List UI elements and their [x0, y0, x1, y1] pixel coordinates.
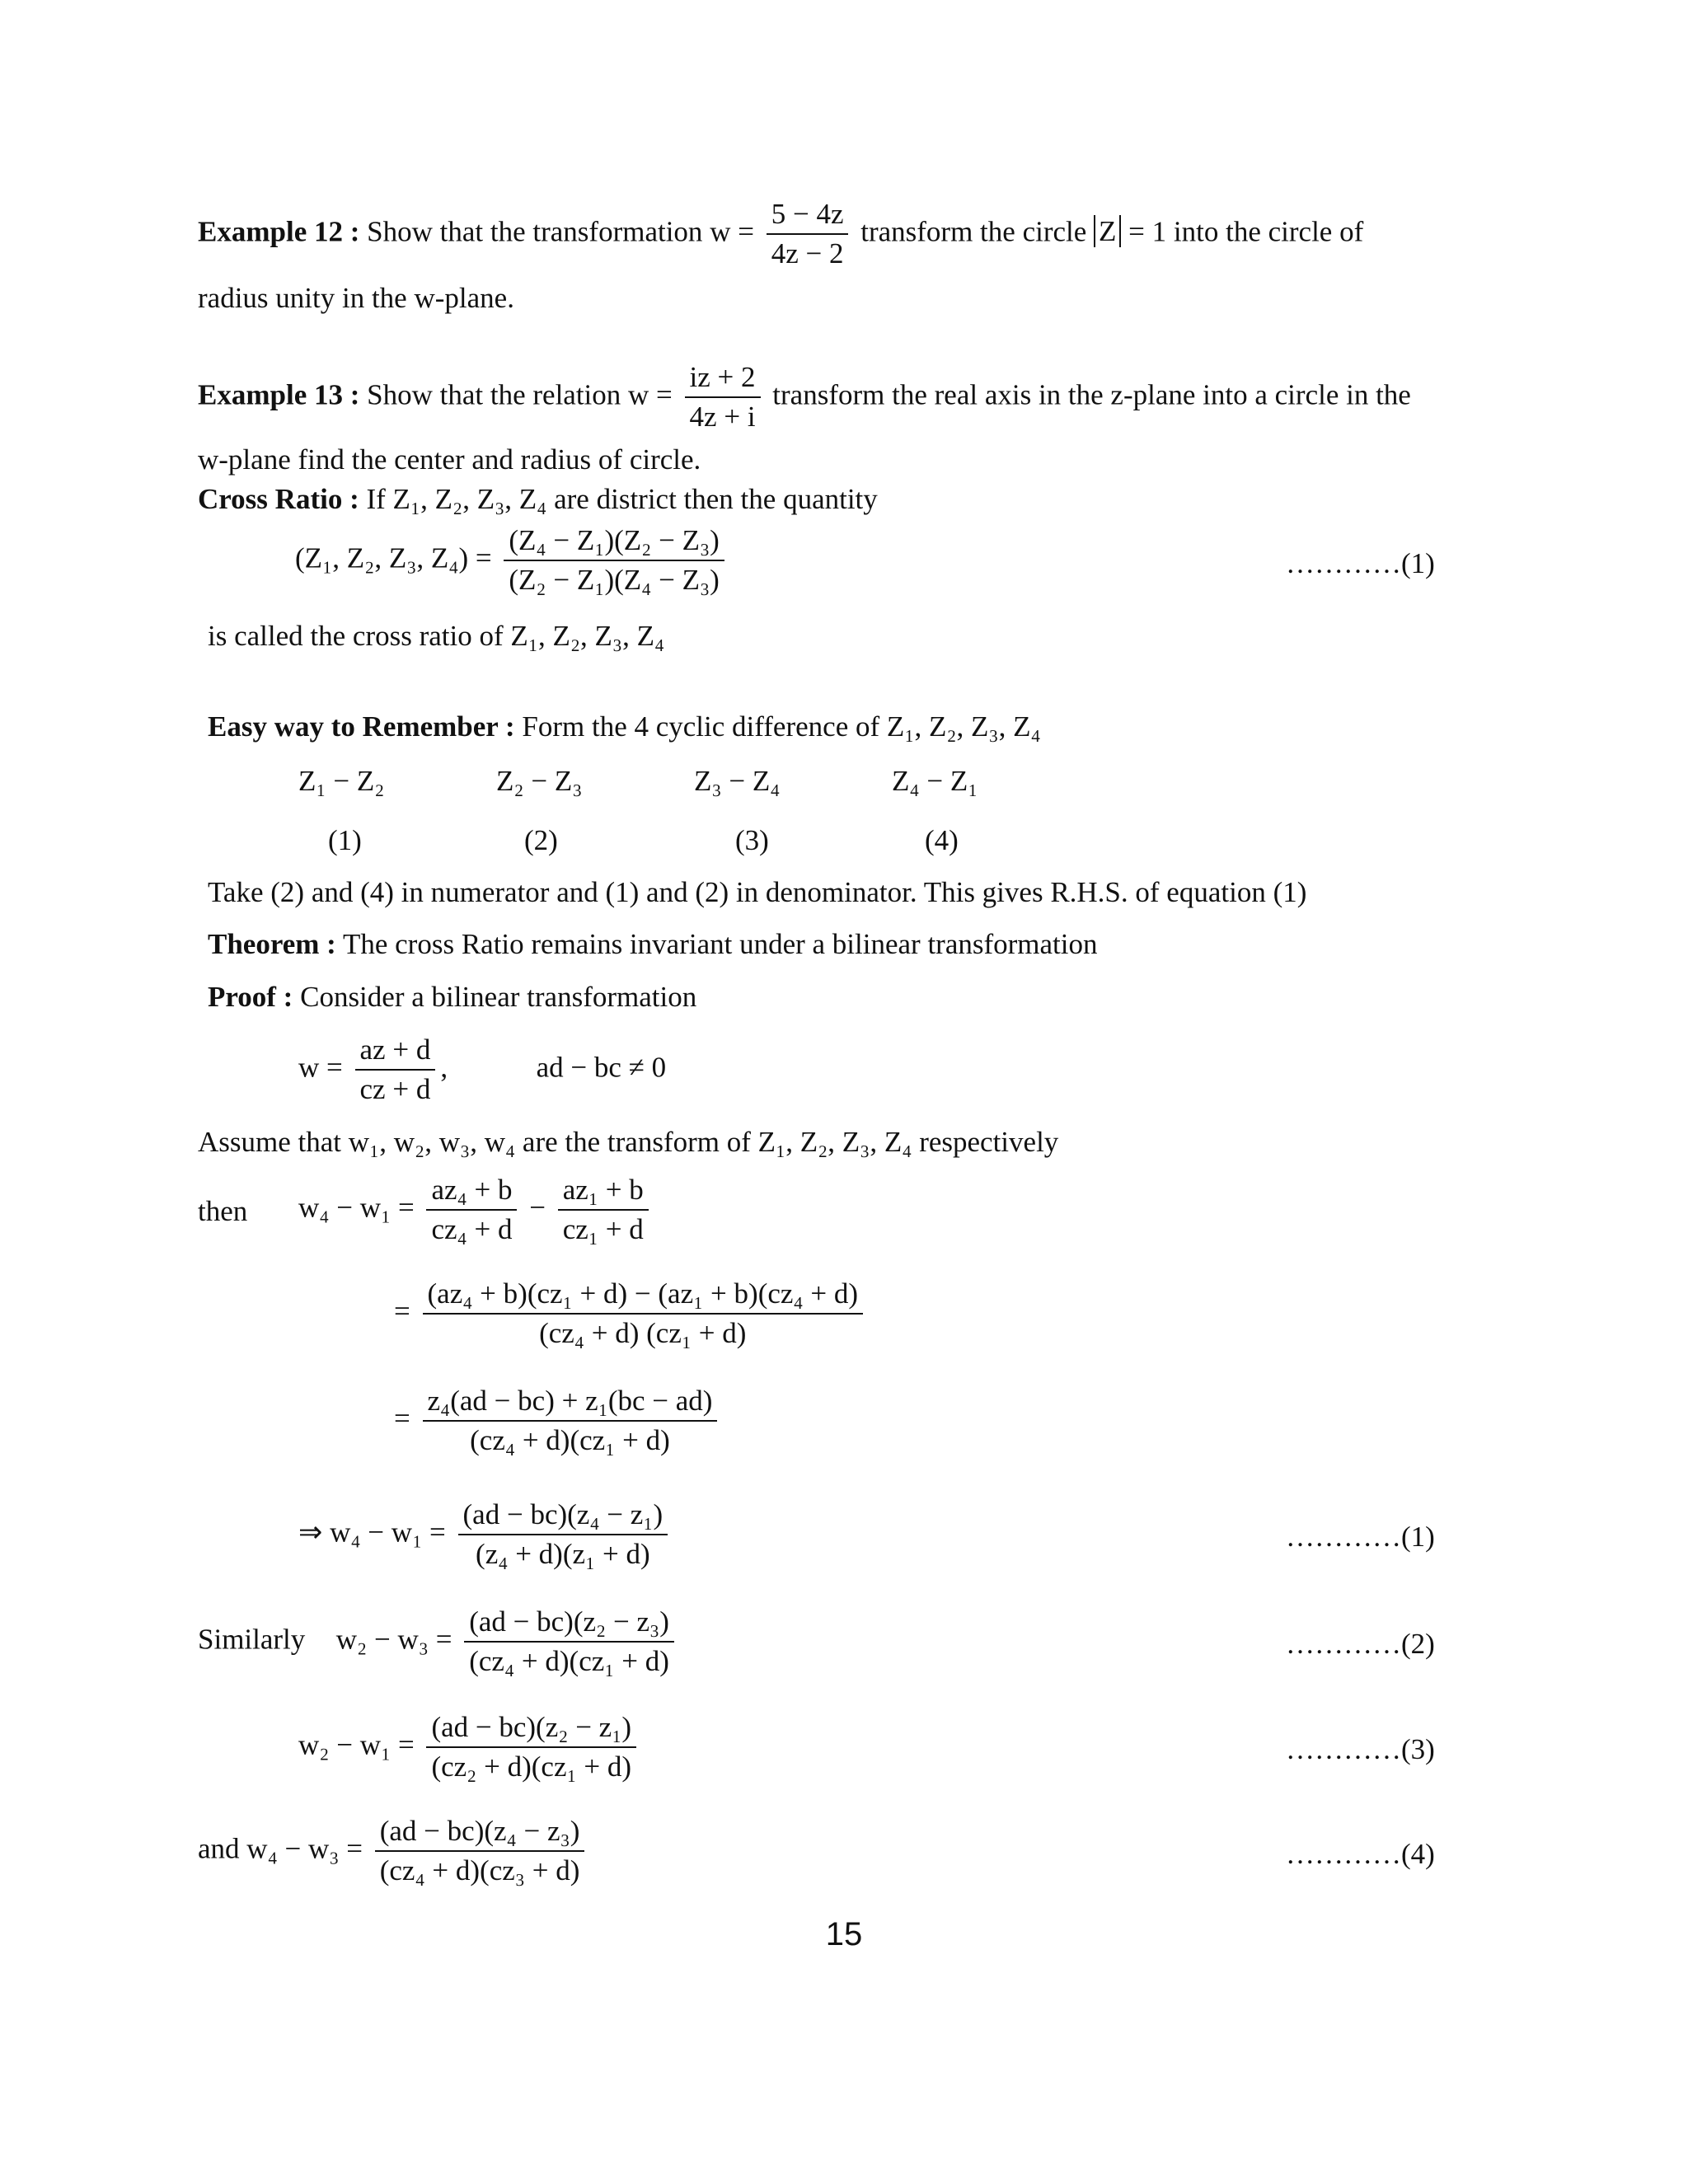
proof-assume: Assume that w₁, w₂, w₃, w₄ are the transform of Z₁, Z₂, Z₃, Z₄ respectively	[198, 1126, 1059, 1158]
bilinear-formula	[298, 1033, 666, 1107]
example13-w-eq: w =	[628, 378, 673, 411]
result-2-numerator: (ad − bc)(z₂ − z₃)	[464, 1605, 674, 1643]
bilinear-numerator: az + d	[355, 1033, 436, 1071]
easy-way-label: Easy way to Remember :	[208, 710, 515, 743]
cross-ratio-formula	[295, 524, 729, 598]
theorem-text: The cross Ratio remains invariant under a bilinear transformation	[342, 928, 1098, 960]
example13-text-b: transform the real axis in the z-plane into a circle in the	[772, 378, 1411, 411]
result-4	[198, 1815, 589, 1888]
derivation-step1	[298, 1174, 654, 1247]
result-1-eqno: …………(1)	[1286, 1521, 1435, 1553]
example13-line1	[198, 361, 1411, 434]
example13-text-a: Show that the relation	[367, 378, 621, 411]
proof-line	[208, 981, 696, 1014]
example12-line1	[198, 198, 1363, 271]
step2-fraction	[423, 1277, 864, 1351]
bilinear-condition: ad − bc ≠ 0	[536, 1051, 667, 1084]
result-4-numerator: (ad − bc)(z₄ − z₃)	[375, 1815, 585, 1852]
theorem-line	[208, 928, 1098, 961]
cross-ratio-eqno: …………(1)	[1286, 547, 1435, 579]
result-3-denominator: (cz₂ + d)(cz₁ + d)	[431, 1750, 632, 1783]
derivation-step3	[394, 1385, 722, 1458]
result-1-denominator: (z₄ + d)(z₁ + d)	[476, 1538, 650, 1571]
example13-line2: w-plane find the center and radius of circle.	[198, 443, 701, 476]
result-3	[298, 1711, 641, 1784]
cyclic-diff-1: Z₁ − Z₂	[298, 765, 385, 797]
cyclic-diff-3: Z₃ − Z₄	[694, 765, 781, 797]
example12-text-c: = 1 into the circle of	[1128, 215, 1364, 248]
step2-eq: =	[394, 1295, 410, 1328]
and-label: and	[198, 1832, 240, 1865]
derivation-then: then	[198, 1195, 248, 1227]
step1-fraction-b-num: az₁ + b	[558, 1174, 649, 1211]
theorem-label: Theorem :	[208, 928, 336, 960]
step1-fraction-a-den: cz₄ + d	[431, 1213, 513, 1246]
result-3-fraction	[426, 1711, 636, 1784]
step3-denominator: (cz₄ + d)(cz₁ + d)	[470, 1424, 670, 1457]
step3-eq: =	[394, 1402, 410, 1435]
example13-label: Example 13 :	[198, 378, 360, 411]
step3-fraction	[423, 1385, 718, 1458]
bilinear-comma: ,	[440, 1051, 448, 1084]
result-2	[198, 1605, 679, 1679]
example12-numerator: 5 − 4z	[767, 198, 849, 235]
cross-ratio-lhs: (Z₁, Z₂, Z₃, Z₄) =	[295, 541, 492, 574]
result-2-fraction	[464, 1605, 674, 1679]
cyclic-diff-2: Z₂ − Z₃	[496, 765, 583, 797]
result-3-numerator: (ad − bc)(z₂ − z₁)	[426, 1711, 636, 1748]
step3-numerator: z₄(ad − bc) + z₁(bc − ad)	[423, 1385, 718, 1422]
cyclic-num-3: (3)	[735, 824, 769, 856]
result-1-lhs: ⇒ w₄ − w₁ =	[298, 1516, 446, 1549]
cyclic-num-2: (2)	[524, 824, 558, 856]
result-4-denominator: (cz₄ + d)(cz₃ + d)	[379, 1854, 580, 1887]
example13-numerator: iz + 2	[685, 361, 761, 398]
bilinear-fraction	[355, 1033, 436, 1107]
page-number: 15	[825, 1916, 863, 1952]
example12-label: Example 12 :	[198, 215, 360, 248]
result-1-numerator: (ad − bc)(z₄ − z₁)	[458, 1498, 668, 1535]
bilinear-w-eq: w =	[298, 1051, 343, 1084]
result-2-denominator: (cz₄ + d)(cz₁ + d)	[469, 1645, 669, 1678]
result-1-fraction	[458, 1498, 668, 1572]
step2-denominator: (cz₄ + d) (cz₁ + d)	[539, 1317, 747, 1350]
easy-way-line	[208, 710, 1041, 743]
result-4-eqno: …………(4)	[1286, 1838, 1435, 1870]
example13-fraction	[685, 361, 761, 434]
derivation-step2	[394, 1277, 868, 1351]
proof-label: Proof :	[208, 981, 293, 1013]
cyclic-diff-4: Z₄ − Z₁	[892, 765, 978, 797]
cross-ratio-denominator: (Z₂ − Z₁)(Z₄ − Z₃)	[509, 564, 720, 597]
easy-way-take: Take (2) and (4) in numerator and (1) and (2) in denominator. This gives R.H.S. of equation (1)	[208, 876, 1307, 908]
example12-text-a: Show that the transformation	[367, 215, 703, 248]
result-4-fraction	[375, 1815, 585, 1888]
similarly-label: Similarly	[198, 1623, 306, 1656]
cross-ratio-numerator: (Z₄ − Z₁)(Z₂ − Z₃)	[504, 524, 724, 561]
example12-w-eq: w =	[710, 215, 754, 248]
example12-fraction	[767, 198, 849, 271]
example12-line2: radius unity in the w-plane.	[198, 282, 514, 314]
step1-lhs: w₄ − w₁ =	[298, 1191, 415, 1224]
result-1	[298, 1498, 673, 1572]
step1-fraction-a	[426, 1174, 517, 1247]
proof-text: Consider a bilinear transformation	[300, 981, 697, 1013]
easy-way-text: Form the 4 cyclic difference of Z₁, Z₂, Z₃, Z₄	[522, 710, 1041, 743]
step1-fraction-a-num: az₄ + b	[426, 1174, 517, 1211]
cross-ratio-label: Cross Ratio :	[198, 483, 359, 515]
cross-ratio-after: is called the cross ratio of Z₁, Z₂, Z₃, Z₄	[208, 620, 665, 652]
step1-fraction-b	[558, 1174, 649, 1247]
step1-minus: −	[529, 1191, 546, 1224]
step2-numerator: (az₄ + b)(cz₁ + d) − (az₁ + b)(cz₄ + d)	[423, 1277, 864, 1315]
bilinear-denominator: cz + d	[359, 1073, 431, 1106]
step1-fraction-b-den: cz₁ + d	[562, 1213, 644, 1246]
result-3-lhs: w₂ − w₁ =	[298, 1728, 415, 1761]
result-2-eqno: …………(2)	[1286, 1628, 1435, 1660]
cross-ratio-intro	[198, 483, 878, 516]
result-2-lhs: w₂ − w₃ =	[335, 1623, 452, 1656]
result-3-eqno: …………(3)	[1286, 1733, 1435, 1765]
cross-ratio-text: If Z₁, Z₂, Z₃, Z₄ are district then the quantity	[366, 483, 878, 515]
example12-abs-z: Z	[1094, 215, 1121, 247]
result-4-lhs: w₄ − w₃ =	[246, 1832, 363, 1865]
example12-text-b: transform the circle	[860, 215, 1087, 248]
cyclic-num-1: (1)	[328, 824, 362, 856]
example13-denominator: 4z + i	[689, 401, 756, 434]
example12-denominator: 4z − 2	[771, 237, 844, 270]
cross-ratio-fraction	[504, 524, 724, 598]
cyclic-num-4: (4)	[925, 824, 959, 856]
